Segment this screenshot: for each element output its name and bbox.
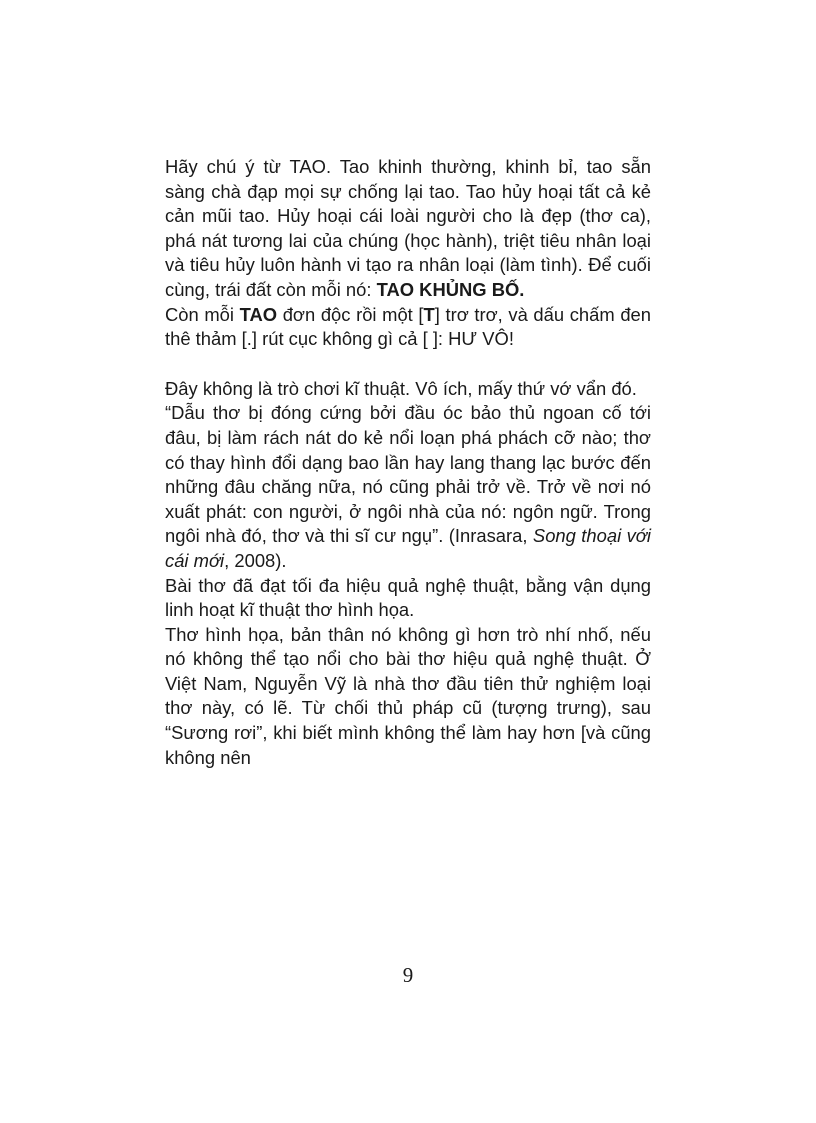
body-text	[165, 155, 651, 770]
paragraph-quote	[165, 401, 651, 573]
paragraph-hu-vo-start: Còn mỗi	[165, 303, 240, 325]
paragraph-hu-vo-end: ] trơ trơ, và dấu chấm đen thê thảm [.] rút cục không gì cả [ ]: HƯ VÔ!	[165, 303, 651, 350]
quote-source-year: , 2008).	[224, 549, 287, 571]
quote-text: “Dẫu thơ bị đóng cứng bởi đầu óc bảo thủ ngoan cố tới đâu, bị làm rách nát do kẻ nổi loạn phá phách cỡ nào; thơ có thay hình đổi dạng bao lần hay lang thang lạc bước đến những đâu chăng nữa, nó cũng phải trở về. Trở về nơi nó xuất phát: con người, ở ngôi nhà của nó: ngôn ngữ. Trong ngôi nhà đó, thơ và thi sĩ cư ngụ”. (Inrasara,	[165, 402, 651, 547]
quote-source-title: Song thoại với cái mới	[165, 525, 651, 571]
emphasis-tao-khung-bo: TAO KHỦNG BỐ.	[376, 278, 525, 300]
paragraph-tho-hinh-hoa: Thơ hình họa, bản thân nó không gì hơn trò nhí nhố, nếu nó không thể tạo nổi cho bài thơ hiệu quả nghệ thuật. Ở Việt Nam, Nguyễn Vỹ là nhà thơ đầu tiên thử nghiệm loại thơ này, có lẽ. Từ chối thủ pháp cũ (tượng trưng), sau “Sương rơi”, khi biết mình không thể làm hay hơn [và cũng không nên	[165, 623, 651, 768]
paragraph-gap	[165, 352, 651, 377]
paragraph-hu-vo	[165, 303, 651, 352]
paragraph-tao-text: Hãy chú ý từ TAO. Tao khinh thường, khinh bỉ, tao sẵn sàng chà đạp mọi sự chống lại tao. Tao hủy hoại tất cả kẻ cản mũi tao. Hủy hoại cái loài người cho là đẹp (thơ ca), phá nát tương lai của chúng (học hành), triệt tiêu nhân loại và tiêu hủy luôn hành vi tạo ra nhân loại (làm tình). Để cuối cùng, trái đất còn mỗi nó:	[165, 156, 651, 300]
paragraph-hu-vo-mid: đơn độc rồi một [	[277, 303, 424, 325]
paragraph-ki-thuat: Đây không là trò chơi kĩ thuật. Vô ích, mấy thứ vớ vẩn đó.	[165, 377, 637, 399]
paragraph-hieu-qua: Bài thơ đã đạt tối đa hiệu quả nghệ thuật, bằng vận dụng linh hoạt kĩ thuật thơ hình họa.	[165, 574, 651, 621]
page-number: 9	[402, 963, 414, 987]
emphasis-tao: TAO	[239, 303, 278, 325]
paragraph-tao	[165, 155, 651, 303]
emphasis-t: T	[423, 303, 435, 325]
